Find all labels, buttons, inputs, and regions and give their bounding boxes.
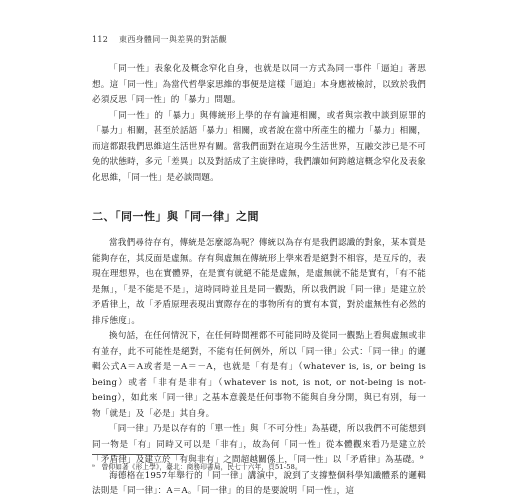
paragraph-section-4: 海德格在1957年舉行的「同一律」講演中，說到了支撐整個科學知識體系的邏輯法則是「同一律」：A＝A。「同一律」的目的是要說明「同一性」，這 [92, 470, 426, 496]
book-title: 東西身體同一與差異的對話觀 [119, 35, 227, 44]
body-text [92, 62, 426, 500]
paragraph-section-2: 換句話，在任何情況下，在任何時間裡都不可能同時及從同一觀點上看與虛無或非有並存，此不可能性是絕對，不能有任何例外，所以「同一律」公式：「同一律」的邏輯公式A＝A或者是－A＝－A，也就是「有是有」（whatever is, is, or being is being）或者「非有是非有」（whatever is not, is not, or not-being is not-being），如此來「同一律」之基本意義是任何事物不能與自身分開，與已有別，每一物「就是」及「必是」其自身。 [92, 331, 426, 419]
paragraph-section-3: 「同一律」乃是以存有的「單一性」與「不可分性」為基礎，所以我們不可能想到同一物是「有」同時又可以是「非有」，故為何「同一性」從本體觀來看乃是建立於「矛盾律」及建立於「有與非有」之間超越關係上，「同一性」以「矛盾律」為基礎。⁹ [92, 424, 426, 465]
running-head [92, 34, 227, 45]
footnote: ⁹ 曾仰如著《形上學》，臺北：商務印書局，民七十六年，頁51-58。 [92, 463, 302, 471]
page-number: 112 [92, 35, 109, 44]
section-heading: 二、「同一性」與「同一律」之間 [92, 210, 259, 223]
paragraph-intro-1: 「同一性」表象化及概念窄化自身，也就是以同一方式為同一事件「逼迫」著思想。這「同一性」為當代哲學家思維的事便是這樣「逼迫」本身應被檢討，以致於我們必須反思「同一性」的「暴力」問題。 [92, 64, 426, 105]
paragraph-intro-2: 「同一性」的「暴力」與傳統形上學的存有論連相關，或者與宗教中談到原罪的「暴力」相關，甚至於話語「暴力」相關，或者說在當中所產生的權力「暴力」相關，而這都跟我們思維這生活世界有關。當我們面對在這現今生活世界，互融交涉已是不可免的狀態時，多元「差異」以及對話成了主旋律時，我們讓如何跨越這概念窄化及表象化思維，「同一性」是必談問題。 [92, 110, 426, 183]
footnote-divider [92, 454, 184, 455]
paragraph-section-1: 當我們尋待存有，傳統是怎麼認為呢？傳統以為存有是我們認識的對象，某本質是能夠存在，其反面是虛無。存有與虛無在傳統形上學來看是絕對不相容，是互斥的，表現在理想界，也在實體界，在是實有就絕不能是虛無，是虛無就不能是實有，「有不能是無」，「是不能是不是」，這時同時並且是同一觀點，所以我們說「同一律」是建立於矛盾律上，故「矛盾原理表現出實際存在的事物所有的實有本質，對於虛無性有必然的排斥態度」。 [92, 238, 426, 326]
